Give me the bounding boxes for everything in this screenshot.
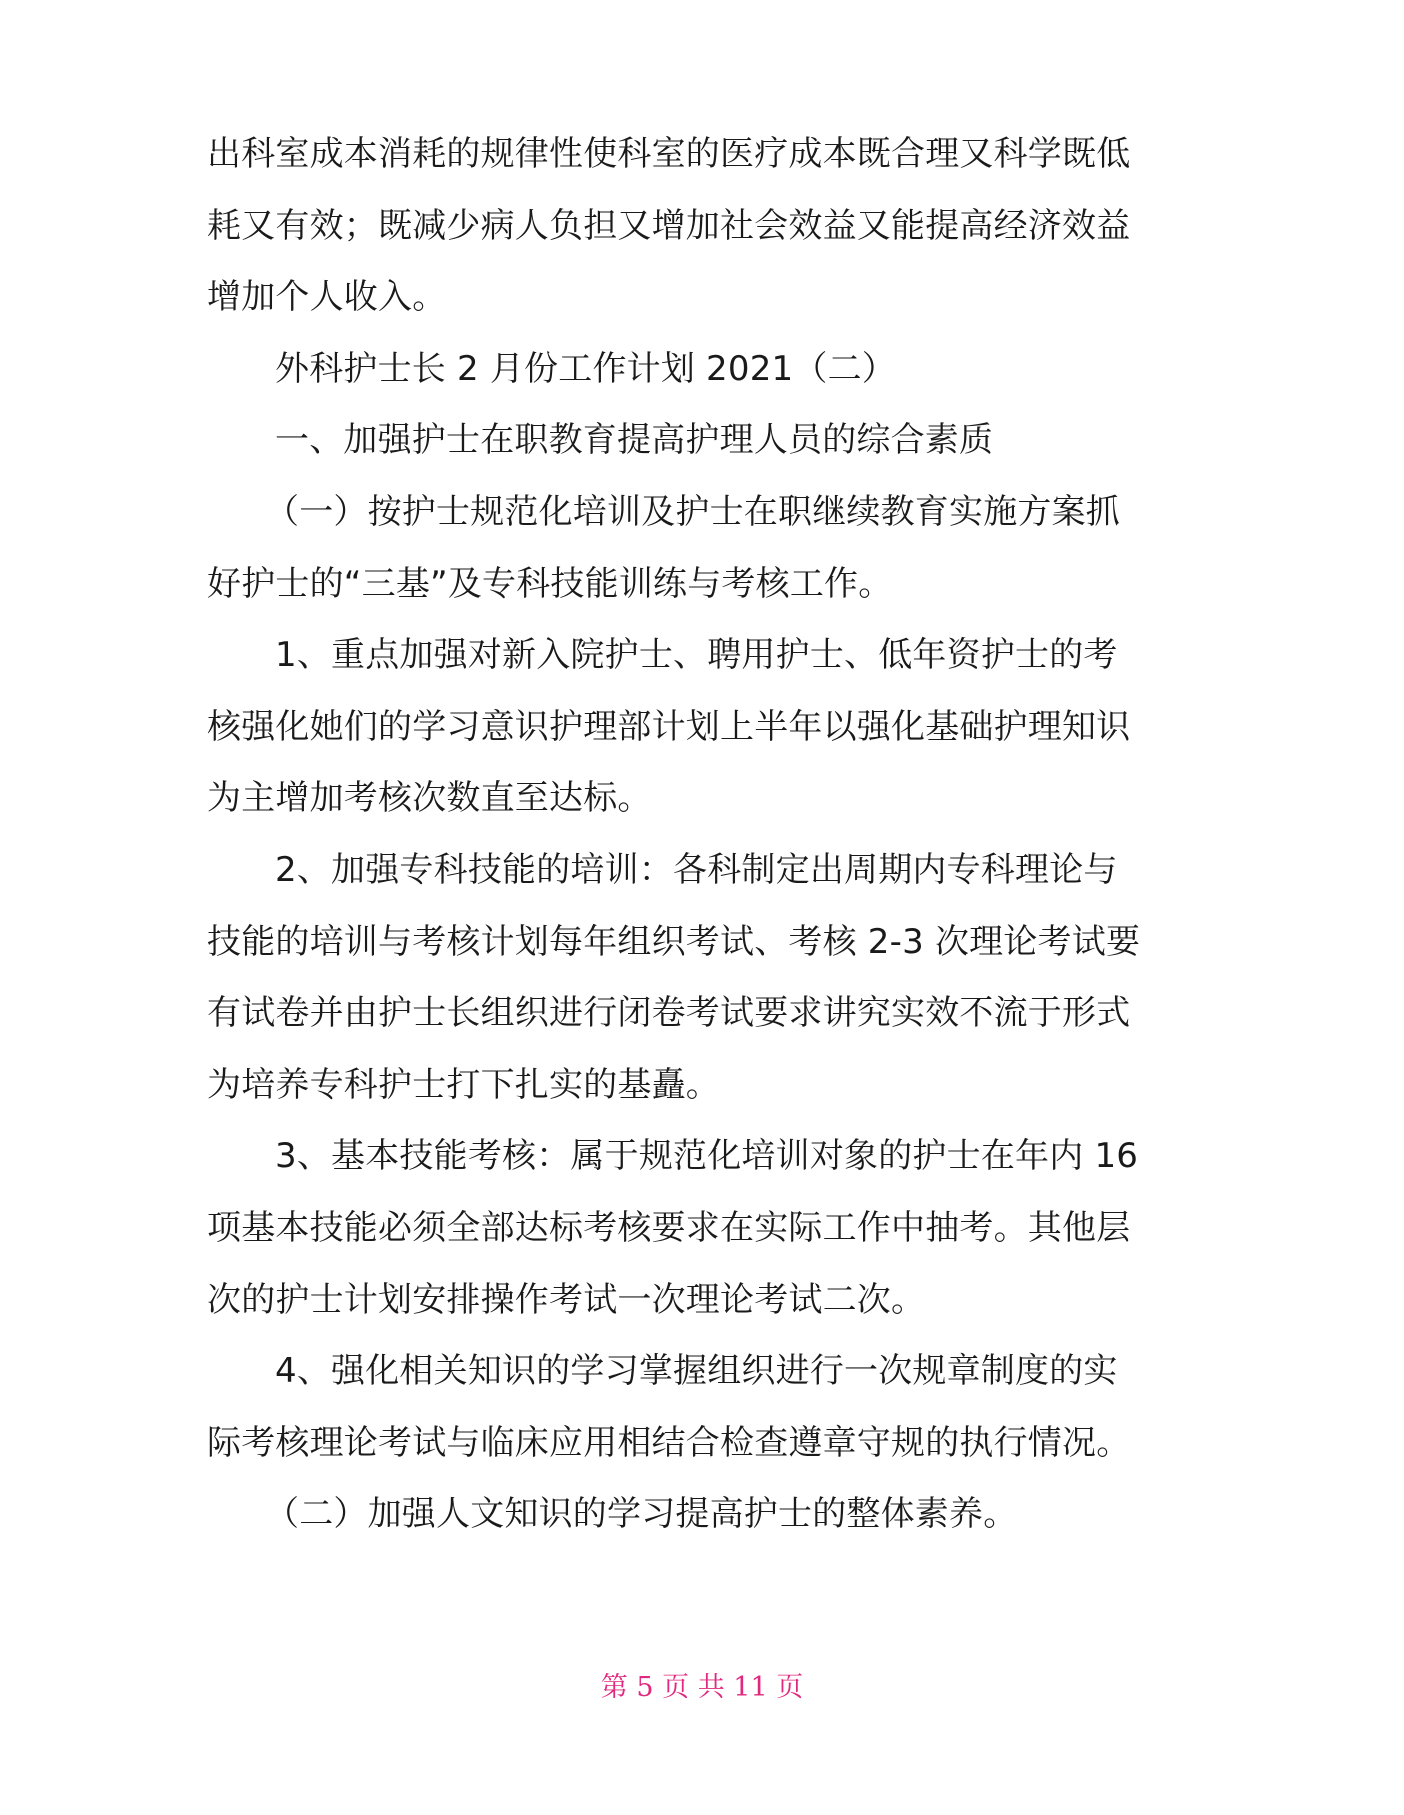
text-line: 际考核理论考试与临床应用相结合检查遵章守规的执行情况。 bbox=[207, 1422, 1131, 1463]
text-line: 为主增加考核次数直至达标。 bbox=[207, 778, 652, 819]
section-title: 外科护士长 2 月份工作计划 2021（二） bbox=[275, 348, 896, 389]
list-item: 4、强化相关知识的学习掌握组织进行一次规章制度的实 bbox=[275, 1351, 1118, 1392]
page-number-footer: 第 5 页 共 11 页 bbox=[600, 1672, 804, 1703]
text-line: 耗又有效；既减少病人负担又增加社会效益又能提高经济效益 bbox=[207, 205, 1131, 246]
text-line: 次的护士计划安排操作考试一次理论考试二次。 bbox=[207, 1279, 926, 1320]
text-line: 项基本技能必须全部达标考核要求在实际工作中抽考。其他层 bbox=[207, 1207, 1131, 1248]
text-line: 为培养专科护士打下扎实的基矗。 bbox=[207, 1064, 720, 1105]
list-item: 3、基本技能考核：属于规范化培训对象的护士在年内 16 bbox=[275, 1136, 1139, 1177]
text-line: 出科室成本消耗的规律性使科室的医疗成本既合理又科学既低 bbox=[207, 134, 1131, 174]
text-line: 好护士的“三基”及专科技能训练与考核工作。 bbox=[207, 563, 893, 604]
text-line: 增加个人收入。 bbox=[207, 277, 447, 318]
section-heading: 一、加强护士在职教育提高护理人员的综合素质 bbox=[275, 420, 994, 461]
list-item: 1、重点加强对新入院护士、聘用护士、低年资护士的考 bbox=[275, 635, 1118, 676]
text-line: 有试卷并由护士长组织进行闭卷考试要求讲究实效不流于形式 bbox=[207, 993, 1131, 1034]
document-body bbox=[207, 119, 1197, 1551]
list-item: 2、加强专科技能的培训：各科制定出周期内专科理论与 bbox=[275, 849, 1118, 890]
text-line: 核强化她们的学习意识护理部计划上半年以强化基础护理知识 bbox=[207, 706, 1131, 747]
subsection-heading: （二）加强人文知识的学习提高护士的整体素养。 bbox=[265, 1494, 1018, 1535]
text-line: 技能的培训与考核计划每年组织考试、考核 2-3 次理论考试要 bbox=[207, 921, 1141, 962]
subsection-heading: （一）按护士规范化培训及护士在职继续教育实施方案抓 bbox=[265, 491, 1120, 532]
